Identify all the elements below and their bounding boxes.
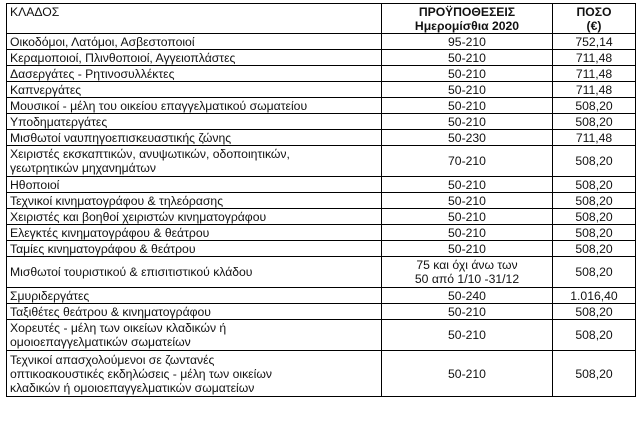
table-row [7, 288, 636, 304]
table-row [7, 241, 636, 257]
cell-conditions: 50-210 [382, 320, 553, 351]
cell-branch: Δασεργάτες - Ρητινοσυλλέκτες [7, 66, 382, 82]
cell-branch: Χειριστές και βοηθοί χειριστών κινηματογράφου [7, 209, 382, 225]
table-row [7, 320, 636, 351]
cell-conditions: 50-210 [382, 304, 553, 320]
header-amount [553, 4, 636, 34]
cell-branch: Ταξιθέτες θεάτρου & κινηματογράφου [7, 304, 382, 320]
cell-conditions: 75 και όχι άνω των 50 από 1/10 -31/12 [382, 257, 553, 288]
table-row [7, 177, 636, 193]
header-conditions-line1: ΠΡΟΫΠΟΘΕΣΕΙΣ [418, 4, 516, 19]
cell-branch: Καπνεργάτες [7, 82, 382, 98]
table-row [7, 66, 636, 82]
cell-amount: 508,20 [553, 193, 636, 209]
cell-branch: Τεχνικοί κινηματογράφου & τηλεόρασης [7, 193, 382, 209]
cell-amount: 508,20 [553, 98, 636, 114]
cell-conditions: 50-210 [382, 351, 553, 397]
cell-conditions: 50-210 [382, 193, 553, 209]
cell-branch: Οικοδόμοι, Λατόμοι, Ασβεστοποιοί [7, 34, 382, 50]
cell-amount: 508,20 [553, 257, 636, 288]
table-row [7, 193, 636, 209]
cell-branch: Ηθοποιοί [7, 177, 382, 193]
cell-conditions: 50-210 [382, 241, 553, 257]
table-row [7, 209, 636, 225]
cell-branch: Σμυριδεργάτες [7, 288, 382, 304]
cell-amount: 508,20 [553, 304, 636, 320]
table-header-row [7, 4, 636, 34]
header-conditions [382, 4, 553, 34]
cell-branch: Τεχνικοί απασχολούμενοι σε ζωντανές οπτικοακουστικές εκδηλώσεις - μέλη των οικείων κλαδικών ή ομοιοεπαγγελματικών σωματείων [7, 351, 382, 397]
table-row [7, 225, 636, 241]
cell-amount: 508,20 [553, 225, 636, 241]
header-branch: ΚΛΑΔΟΣ [7, 4, 382, 34]
cell-conditions: 50-210 [382, 82, 553, 98]
cell-branch: Ταμίες κινηματογράφου & θεάτρου [7, 241, 382, 257]
cell-branch: Μουσικοί - μέλη του οικείου επαγγελματικού σωματείου [7, 98, 382, 114]
header-conditions-line2: Ημερομίσθια 2020 [414, 18, 520, 33]
cell-amount: 1.016,40 [553, 288, 636, 304]
cell-conditions: 50-210 [382, 114, 553, 130]
table-row [7, 146, 636, 177]
cell-branch: Χορευτές - μέλη των οικείων κλαδικών ή ομοιοεπαγγελματικών σωματείων [7, 320, 382, 351]
cell-branch: Ελεγκτές κινηματογράφου & θεάτρου [7, 225, 382, 241]
table-row [7, 82, 636, 98]
header-amount-line1: ΠΟΣΟ [576, 4, 612, 19]
cell-amount: 508,20 [553, 241, 636, 257]
cell-branch: Μισθωτοί τουριστικού & επισιτιστικού κλάδου [7, 257, 382, 288]
cell-conditions: 50-240 [382, 288, 553, 304]
cell-amount: 508,20 [553, 114, 636, 130]
cell-amount: 508,20 [553, 320, 636, 351]
table-row [7, 114, 636, 130]
cell-conditions: 50-210 [382, 177, 553, 193]
cell-amount: 711,48 [553, 66, 636, 82]
table-row [7, 304, 636, 320]
cell-conditions: 50-210 [382, 98, 553, 114]
cell-conditions: 50-210 [382, 209, 553, 225]
cell-amount: 711,48 [553, 130, 636, 146]
header-amount-line2: (€) [586, 18, 602, 33]
table-row [7, 351, 636, 397]
cell-branch: Υποδηματεργάτες [7, 114, 382, 130]
cell-amount: 711,48 [553, 50, 636, 66]
table-row [7, 50, 636, 66]
table-row [7, 34, 636, 50]
cell-amount: 752,14 [553, 34, 636, 50]
cell-conditions: 95-210 [382, 34, 553, 50]
table-row [7, 257, 636, 288]
cell-conditions: 50-210 [382, 225, 553, 241]
cell-amount: 508,20 [553, 351, 636, 397]
cell-amount: 508,20 [553, 209, 636, 225]
cell-conditions: 50-230 [382, 130, 553, 146]
document [6, 3, 636, 397]
cell-conditions: 50-210 [382, 50, 553, 66]
table-row [7, 130, 636, 146]
cell-conditions: 70-210 [382, 146, 553, 177]
table-row [7, 98, 636, 114]
cell-amount: 711,48 [553, 82, 636, 98]
cell-branch: Μισθωτοί ναυπηγοεπισκευαστικής ζώνης [7, 130, 382, 146]
benefits-table [6, 3, 636, 397]
cell-amount: 508,20 [553, 146, 636, 177]
cell-amount: 508,20 [553, 177, 636, 193]
cell-branch: Χειριστές εκσκαπτικών, ανυψωτικών, οδοποιητικών, γεωτρητικών μηχανημάτων [7, 146, 382, 177]
cell-branch: Κεραμοποιοί, Πλινθοποιοί, Αγγειοπλάστες [7, 50, 382, 66]
cell-conditions: 50-210 [382, 66, 553, 82]
